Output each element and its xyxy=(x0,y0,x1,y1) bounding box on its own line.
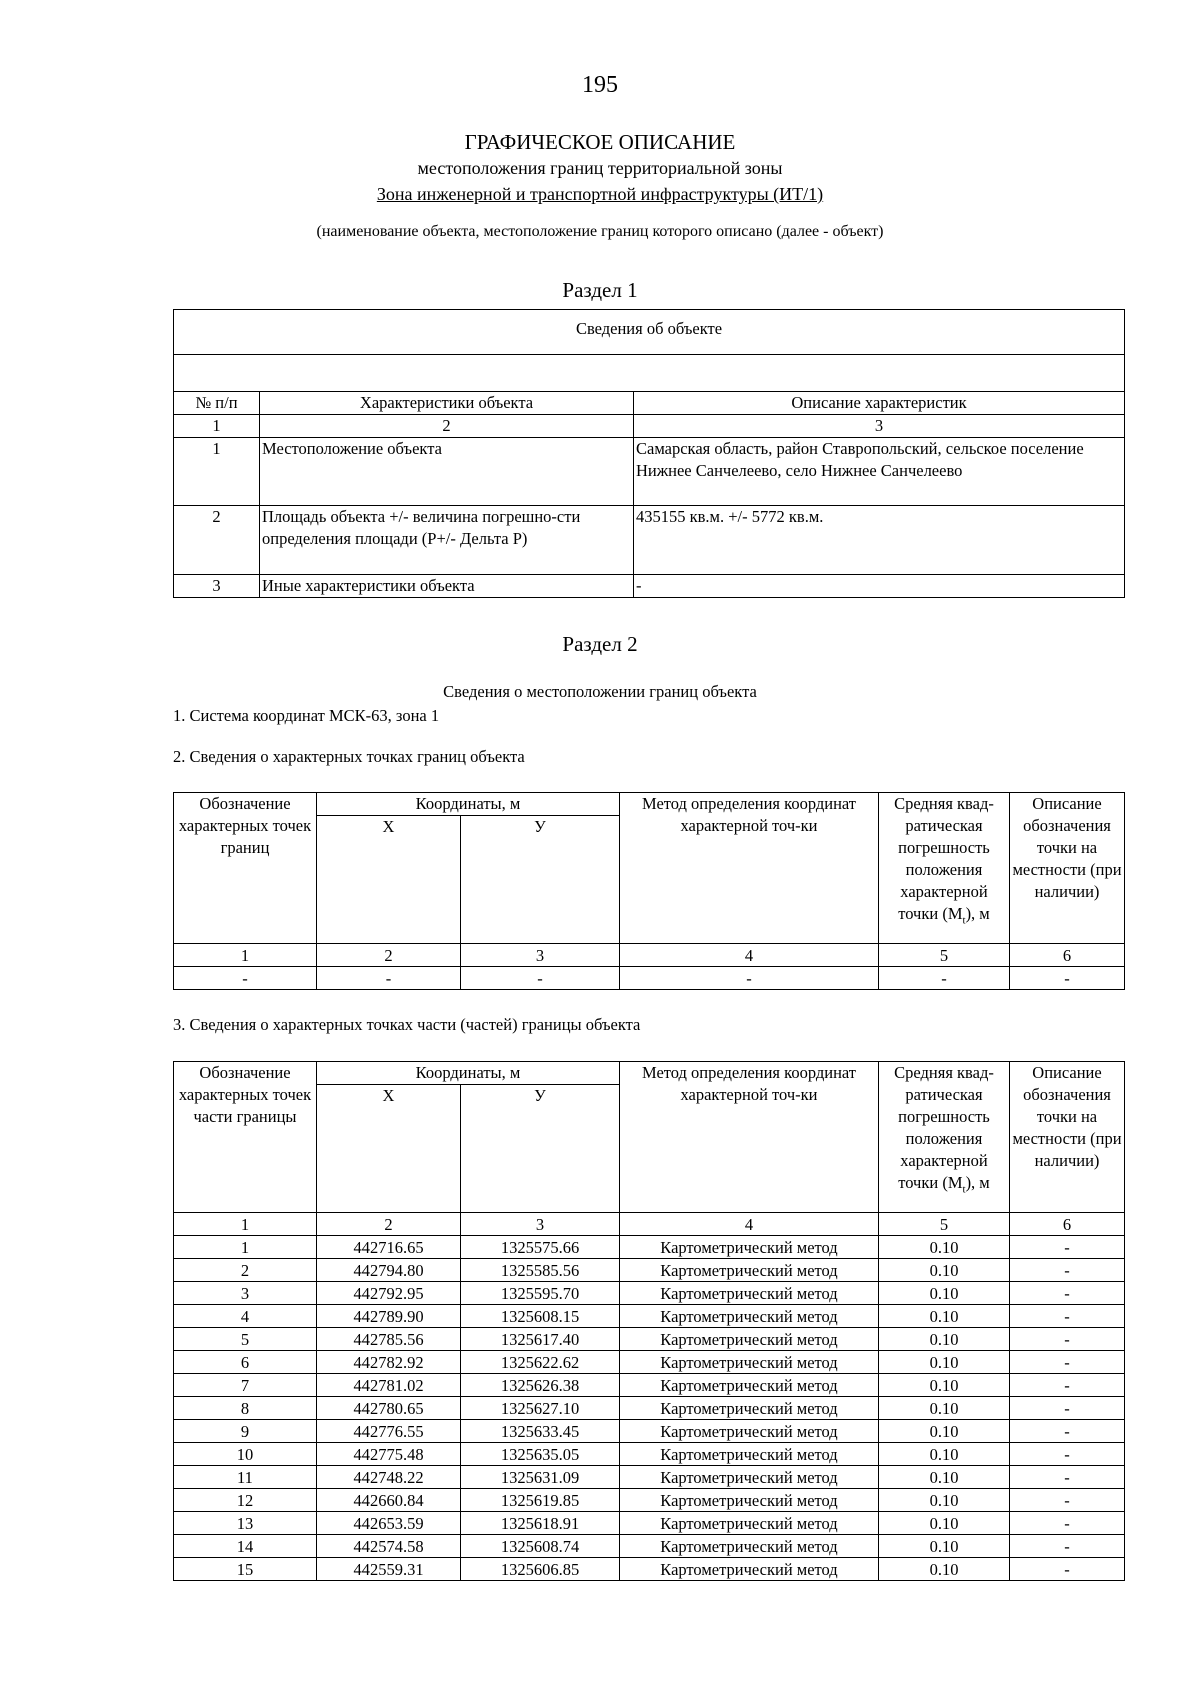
table-row xyxy=(174,1236,1125,1259)
row-number: 3 xyxy=(174,575,260,598)
table-cell: - xyxy=(1010,1420,1125,1443)
method-header: Метод определения координат характерной точ-ки xyxy=(620,1062,879,1213)
table-cell: - xyxy=(1010,1443,1125,1466)
table-cell: 442781.02 xyxy=(317,1374,461,1397)
table-row xyxy=(174,1489,1125,1512)
table-cell: 0.10 xyxy=(879,1305,1010,1328)
table-cell: 12 xyxy=(174,1489,317,1512)
table-cell: - xyxy=(1010,1259,1125,1282)
error-header-text: Средняя квад-ратическая погрешность положения характерной точки (M xyxy=(894,1063,994,1192)
table-cell: 0.10 xyxy=(879,1558,1010,1581)
table-cell: Картометрический метод xyxy=(620,1282,879,1305)
table-cell: 0.10 xyxy=(879,1328,1010,1351)
characteristic-name: Иные характеристики объекта xyxy=(260,575,634,598)
table-cell: 1325606.85 xyxy=(461,1558,620,1581)
table-cell: - xyxy=(1010,1558,1125,1581)
table-cell: 442785.56 xyxy=(317,1328,461,1351)
table-title: Сведения об объекте xyxy=(174,310,1125,355)
column-number: 6 xyxy=(1010,1213,1125,1236)
table-cell: 442794.80 xyxy=(317,1259,461,1282)
table-cell: 1325622.62 xyxy=(461,1351,620,1374)
table-cell: 442574.58 xyxy=(317,1535,461,1558)
table-cell: Картометрический метод xyxy=(620,1466,879,1489)
table-cell: Картометрический метод xyxy=(620,1397,879,1420)
table-cell: 442748.22 xyxy=(317,1466,461,1489)
table-cell: - xyxy=(879,967,1010,990)
table-row xyxy=(174,1443,1125,1466)
table-cell: 1325619.85 xyxy=(461,1489,620,1512)
table-cell: 1325627.10 xyxy=(461,1397,620,1420)
column-number: 2 xyxy=(317,944,461,967)
table-cell: 0.10 xyxy=(879,1466,1010,1489)
designation-header: Обозначение характерных точек границ xyxy=(174,793,317,944)
table-row xyxy=(174,1328,1125,1351)
table-cell: 442559.31 xyxy=(317,1558,461,1581)
table-cell: - xyxy=(174,967,317,990)
table-cell: Картометрический метод xyxy=(620,1305,879,1328)
table-cell: 0.10 xyxy=(879,1397,1010,1420)
section1-title: Раздел 1 xyxy=(562,278,638,302)
table-row xyxy=(174,1305,1125,1328)
table-row xyxy=(174,1397,1125,1420)
table-cell: 6 xyxy=(174,1351,317,1374)
part-points-body xyxy=(174,1236,1125,1581)
table-cell: 0.10 xyxy=(879,1351,1010,1374)
column-number: 1 xyxy=(174,415,260,438)
object-info-table xyxy=(173,309,1125,598)
location-title: Сведения о местоположении границ объекта xyxy=(443,682,757,701)
designation-header: Обозначение характерных точек части границы xyxy=(174,1062,317,1213)
table-cell: Картометрический метод xyxy=(620,1351,879,1374)
table-cell: 0.10 xyxy=(879,1282,1010,1305)
table-cell: Картометрический метод xyxy=(620,1443,879,1466)
table-cell: 1325608.74 xyxy=(461,1535,620,1558)
table-row xyxy=(174,1512,1125,1535)
table-cell: Картометрический метод xyxy=(620,1236,879,1259)
table-cell: - xyxy=(1010,967,1125,990)
column-number: 1 xyxy=(174,1213,317,1236)
table-cell: 0.10 xyxy=(879,1535,1010,1558)
column-number: 4 xyxy=(620,944,879,967)
table-cell: 9 xyxy=(174,1420,317,1443)
error-header-subscript: t xyxy=(962,1183,966,1196)
method-header: Метод определения координат характерной точ-ки xyxy=(620,793,879,944)
table-cell: 1325631.09 xyxy=(461,1466,620,1489)
table-row xyxy=(174,1420,1125,1443)
table-cell: - xyxy=(461,967,620,990)
table-row xyxy=(174,1535,1125,1558)
table-row xyxy=(174,1259,1125,1282)
column-number: 4 xyxy=(620,1213,879,1236)
table-cell: 10 xyxy=(174,1443,317,1466)
table-cell: 0.10 xyxy=(879,1236,1010,1259)
table-cell: 11 xyxy=(174,1466,317,1489)
table-cell: 13 xyxy=(174,1512,317,1535)
column-number: 1 xyxy=(174,944,317,967)
description-header: Описание обозначения точки на местности (при наличии) xyxy=(1010,1062,1125,1213)
table-cell: 1325575.66 xyxy=(461,1236,620,1259)
column-header: Характеристики объекта xyxy=(260,392,634,415)
table-cell: - xyxy=(1010,1397,1125,1420)
table-cell: 7 xyxy=(174,1374,317,1397)
table-cell: 442716.65 xyxy=(317,1236,461,1259)
y-header: У xyxy=(461,1085,620,1213)
parts-section-title: 3. Сведения о характерных точках части (частей) границы объекта xyxy=(173,1015,641,1034)
zone-name-text: Зона инженерной и транспортной инфраструктуры (ИТ/1) xyxy=(376,184,824,204)
table-cell: 1325635.05 xyxy=(461,1443,620,1466)
table-cell: - xyxy=(1010,1282,1125,1305)
table-cell: - xyxy=(620,967,879,990)
table-cell: 1325595.70 xyxy=(461,1282,620,1305)
table-cell: 0.10 xyxy=(879,1512,1010,1535)
error-header-subscript: t xyxy=(962,914,966,927)
table-cell: - xyxy=(1010,1512,1125,1535)
column-number: 5 xyxy=(879,1213,1010,1236)
table-cell: 0.10 xyxy=(879,1374,1010,1397)
document-subtitle: местоположения границ территориальной зоны xyxy=(417,158,783,178)
table-cell: Картометрический метод xyxy=(620,1374,879,1397)
coordinates-header: Координаты, м xyxy=(317,1062,620,1085)
table-cell: 442782.92 xyxy=(317,1351,461,1374)
table-cell: 1325585.56 xyxy=(461,1259,620,1282)
section2-title: Раздел 2 xyxy=(562,632,638,656)
table-cell: 442653.59 xyxy=(317,1512,461,1535)
table-cell: - xyxy=(1010,1466,1125,1489)
table-cell: Картометрический метод xyxy=(620,1259,879,1282)
empty-row xyxy=(174,355,1125,392)
table-cell: 1325618.91 xyxy=(461,1512,620,1535)
row-number: 1 xyxy=(174,438,260,506)
table-row xyxy=(174,1282,1125,1305)
column-header: Описание характеристик xyxy=(634,392,1125,415)
table-cell: 4 xyxy=(174,1305,317,1328)
table-cell: Картометрический метод xyxy=(620,1328,879,1351)
coordinate-system: 1. Система координат МСК-63, зона 1 xyxy=(173,706,440,725)
points-section-title: 2. Сведения о характерных точках границ объекта xyxy=(173,747,525,766)
column-number: 3 xyxy=(634,415,1125,438)
table-cell: 442660.84 xyxy=(317,1489,461,1512)
table-cell: - xyxy=(1010,1535,1125,1558)
part-points-table xyxy=(173,1061,1125,1581)
table-cell: Картометрический метод xyxy=(620,1558,879,1581)
table-cell: 8 xyxy=(174,1397,317,1420)
table-cell: 1325608.15 xyxy=(461,1305,620,1328)
boundary-points-table xyxy=(173,792,1125,990)
x-header: X xyxy=(317,1085,461,1213)
table-cell: Картометрический метод xyxy=(620,1420,879,1443)
document-title: ГРАФИЧЕСКОЕ ОПИСАНИЕ xyxy=(464,130,736,154)
column-number: 6 xyxy=(1010,944,1125,967)
column-number: 2 xyxy=(260,415,634,438)
error-header-suffix: ), м xyxy=(965,1173,990,1192)
table-cell: 14 xyxy=(174,1535,317,1558)
table-cell: 442792.95 xyxy=(317,1282,461,1305)
table-cell: Картометрический метод xyxy=(620,1512,879,1535)
table-cell: 1325617.40 xyxy=(461,1328,620,1351)
table-cell: Картометрический метод xyxy=(620,1489,879,1512)
column-number: 2 xyxy=(317,1213,461,1236)
y-header: У xyxy=(461,816,620,944)
table-cell: - xyxy=(1010,1305,1125,1328)
table-cell: - xyxy=(1010,1236,1125,1259)
table-row xyxy=(174,1558,1125,1581)
characteristic-name: Местоположение объекта xyxy=(260,438,634,506)
table-cell: 3 xyxy=(174,1282,317,1305)
column-header: № п/п xyxy=(174,392,260,415)
row-number: 2 xyxy=(174,506,260,575)
table-cell: 0.10 xyxy=(879,1420,1010,1443)
table-row xyxy=(174,1351,1125,1374)
characteristic-name: Площадь объекта +/- величина погрешно-сти определения площади (P+/- Дельта P) xyxy=(260,506,634,575)
characteristic-description: - xyxy=(634,575,1125,598)
coordinates-header: Координаты, м xyxy=(317,793,620,816)
column-number: 5 xyxy=(879,944,1010,967)
error-header xyxy=(879,793,1010,944)
table-cell: 1325626.38 xyxy=(461,1374,620,1397)
characteristic-description: 435155 кв.м. +/- 5772 кв.м. xyxy=(634,506,1125,575)
table-cell: - xyxy=(1010,1351,1125,1374)
column-number: 3 xyxy=(461,944,620,967)
table-cell: 2 xyxy=(174,1259,317,1282)
table-row xyxy=(174,1374,1125,1397)
description-header: Описание обозначения точки на местности (при наличии) xyxy=(1010,793,1125,944)
table-cell: - xyxy=(1010,1328,1125,1351)
error-header-text: Средняя квад-ратическая погрешность положения характерной точки (M xyxy=(894,794,994,923)
x-header: X xyxy=(317,816,461,944)
table-cell: 0.10 xyxy=(879,1489,1010,1512)
table-cell: - xyxy=(317,967,461,990)
error-header xyxy=(879,1062,1010,1213)
column-number: 3 xyxy=(461,1213,620,1236)
characteristic-description: Самарская область, район Ставропольский, сельское поселение Нижнее Санчелеево, село Нижнее Санчелеево xyxy=(634,438,1125,506)
object-caption: (наименование объекта, местоположение границ которого описано (далее - объект) xyxy=(316,223,884,240)
table-cell: 1325633.45 xyxy=(461,1420,620,1443)
table-row xyxy=(174,1466,1125,1489)
page-number: 195 xyxy=(582,72,618,98)
table-cell: 5 xyxy=(174,1328,317,1351)
table-cell: - xyxy=(1010,1374,1125,1397)
table-cell: 442789.90 xyxy=(317,1305,461,1328)
error-header-suffix: ), м xyxy=(965,904,990,923)
zone-name xyxy=(0,184,1200,205)
table-cell: 0.10 xyxy=(879,1443,1010,1466)
table-cell: 442776.55 xyxy=(317,1420,461,1443)
table-cell: 0.10 xyxy=(879,1259,1010,1282)
table-cell: Картометрический метод xyxy=(620,1535,879,1558)
table-cell: 442780.65 xyxy=(317,1397,461,1420)
table-cell: 442775.48 xyxy=(317,1443,461,1466)
table-cell: - xyxy=(1010,1489,1125,1512)
table-cell: 1 xyxy=(174,1236,317,1259)
table-cell: 15 xyxy=(174,1558,317,1581)
